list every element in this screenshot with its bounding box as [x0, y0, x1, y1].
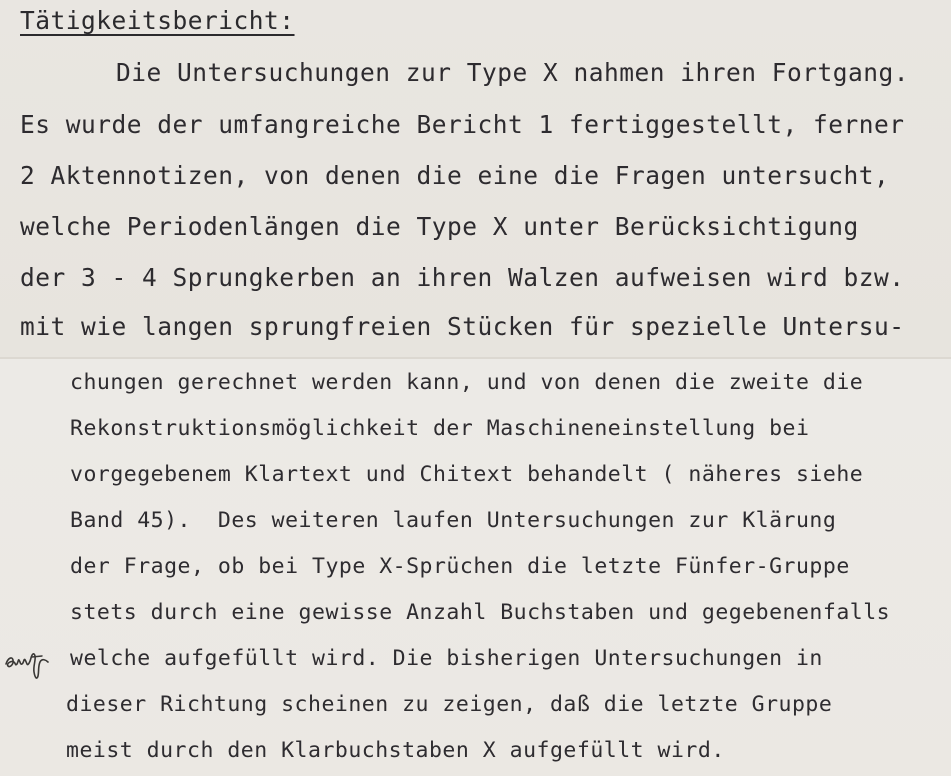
text-line: Die Untersuchungen zur Type X nahmen ihren Fortgang. — [116, 58, 910, 87]
text-line: der 3 - 4 Sprungkerben an ihren Walzen aufweisen wird bzw. — [20, 263, 905, 292]
text-line: mit wie langen sprungfreien Stücken für spezielle Untersu- — [20, 312, 905, 341]
handwritten-note-icon — [2, 638, 66, 684]
page-seam — [0, 357, 951, 359]
text-line: 2 Aktennotizen, von denen die eine die Fragen untersucht, — [20, 161, 890, 190]
text-line: welche aufgefüllt wird. Die bisherigen Untersuchungen in — [70, 646, 823, 671]
text-line: Band 45). Des weiteren laufen Untersuchungen zur Klärung — [70, 508, 837, 533]
text-line: stets durch eine gewisse Anzahl Buchstaben und gegebenenfalls — [70, 600, 891, 625]
text-line: dieser Richtung scheinen zu zeigen, daß die letzte Gruppe — [66, 692, 833, 717]
text-line: meist durch den Klarbuchstaben X aufgefüllt wird. — [66, 738, 725, 763]
text-line: chungen gerechnet werden kann, und von denen die zweite die — [70, 370, 864, 395]
report-heading: Tätigkeitsbericht: — [20, 6, 295, 35]
text-line: Es wurde der umfangreiche Bericht 1 fertiggestellt, ferner — [20, 110, 905, 139]
text-line: vorgegebenem Klartext und Chitext behandelt ( näheres siehe — [70, 462, 864, 487]
text-line: welche Periodenlängen die Type X unter Berücksichtigung — [20, 212, 859, 241]
text-line: Rekonstruktionsmöglichkeit der Maschineneinstellung bei — [70, 416, 810, 441]
text-line: der Frage, ob bei Type X-Sprüchen die letzte Fünfer-Gruppe — [70, 554, 850, 579]
